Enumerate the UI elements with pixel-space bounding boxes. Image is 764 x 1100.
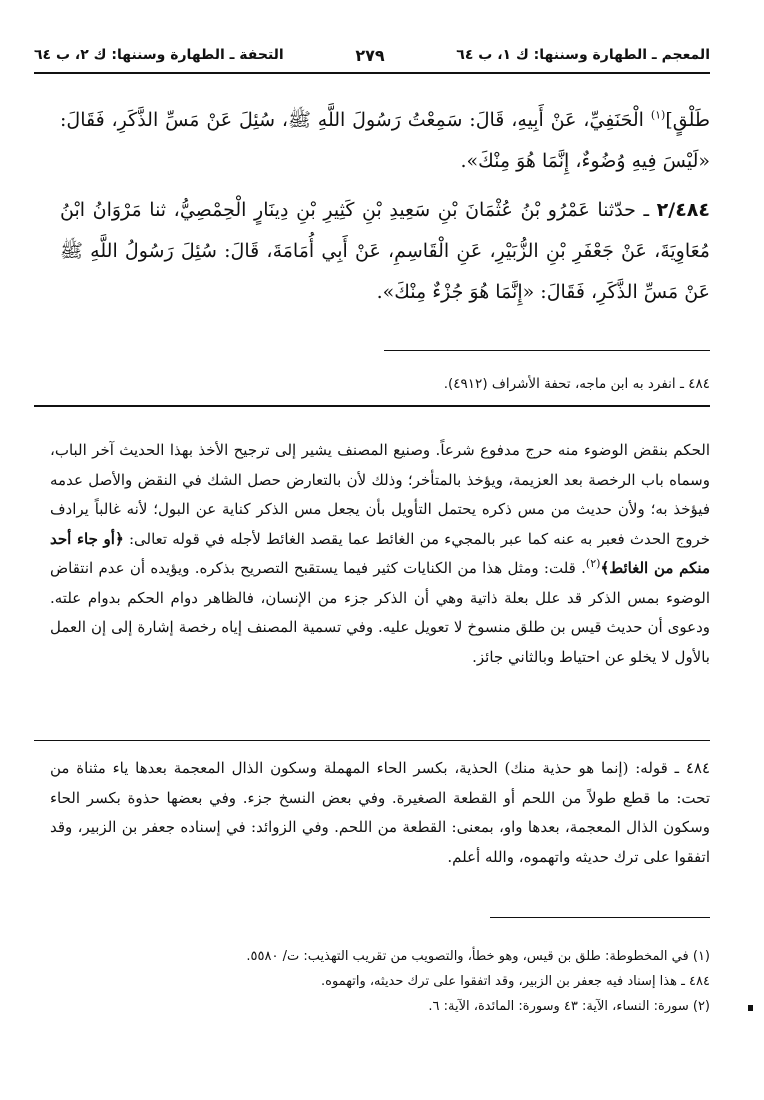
page-number: ٢٧٩ bbox=[355, 45, 385, 65]
footnote-rule bbox=[490, 917, 710, 918]
footnote-ref-1: (١) bbox=[650, 108, 666, 122]
takhrij-rule bbox=[384, 350, 710, 351]
takhrij-note: ٤٨٤ ـ انفرد به ابن ماجه، تحفة الأشراف (٤٩١٢). bbox=[443, 376, 710, 392]
footnote-1: (١) في المخطوطة: طلق بن قيس، وهو خطأ، والتصويب من تقريب التهذيب: ت/ ٥٥٨٠. bbox=[246, 949, 710, 964]
margin-mark bbox=[748, 1005, 753, 1011]
hadith-prev-text-a: طَلْقٍ] bbox=[665, 109, 710, 131]
commentary-paragraph-1 bbox=[50, 436, 710, 672]
commentary-text-a: الحكم بنقض الوضوء منه حرج مدفوع شرعاً. وصنيع المصنف يشير إلى ترجيح الأخذ بهذا الحديث آخر الباب، وسماه باب الرخصة بعد العزيمة، ويؤخذ بالمتأخر؛ وذلك لأن بالتعارض حصل الشك في النقض والأصل عدمه فيؤخذ به؛ ولأن حديث من مس ذكره يحتمل التأويل بأن يجعل مس الذكر كناية عن البول؛ لأنه غالباً يرادف خروج الحدث فعبر به عنه كما عبر بالمجيء من الغائط عما يقصد الغائط لأجله في قوله تعالى: bbox=[50, 441, 711, 548]
hadith-number: ٢/٤٨٤ bbox=[656, 199, 710, 221]
footnote-484: ٤٨٤ ـ هذا إسناد فيه جعفر بن الزبير، وقد اتفقوا على ترك حديثه، واتهموه. bbox=[321, 974, 710, 989]
quran-verse: ﴿أو جاء أحد منكم من الغائط﴾ bbox=[50, 529, 710, 577]
commentary-divider bbox=[34, 405, 710, 407]
header-right-title: المعجم ـ الطهارة وسننها: ك ١، ب ٦٤ bbox=[456, 47, 710, 63]
footnotes bbox=[50, 944, 710, 1019]
hadith-continuation bbox=[60, 100, 710, 182]
commentary-text-b: . قلت: ومثل هذا من الكنايات كثير فيما يستقبح التصريح بذكره. ويؤيده أن عدم انتقاض الوضوء بمس الذكر قد علل بعلة ذاتية وهي أن الذكر جزء من الإنسان، فالظاهر دوام الحكم بدوام علته. ودعوى أن حديث قيس بن طلق منسوخ لا تعويل عليه. وفي تسمية المصنف إياه رخصة إشارة إلى إن العمل بالأول لا يخلو عن احتياط وبالثاني جائز. bbox=[50, 559, 710, 666]
commentary-paragraph-2 bbox=[50, 754, 710, 872]
hadith-484-text: ـ حدّثنا عَمْرُو بْنُ عُثْمَانَ بْنِ سَعِيدِ بْنِ كَثِيرِ بْنِ دِينَارٍ الْحِمْصِيُّ، ثنا مَرْوَانُ ابْنُ مُعَاوِيَةَ، عَنْ جَعْفَرِ بْنِ الزُّبَيْرِ، عَنِ الْقَاسِمِ، عَنْ أَبِي أُمَامَةَ، قَالَ: سُئِلَ رَسُولُ اللَّهِ ﷺ عَنْ مَسِّ الذَّكَرِ، فَقَالَ: «إِنَّمَا هُوَ جُزْءٌ مِنْكَ». bbox=[60, 199, 710, 303]
commentary-484-text: ٤٨٤ ـ قوله: (إنما هو حذية منك) الحذية، بكسر الحاء المهملة وسكون الذال المعجمة بعدها ياء مثناة من تحت: ما قطع طولاً من اللحم أو القطعة الصغيرة. وفي بعض النسخ جزء. وفي بعضها حذوة بكسر الحاء وسكون الذال المعجمة، بعدها واو، بمعنى: القطعة من اللحم. وفي الزوائد: في إسناده جعفر بن الزبير، وقد اتفقوا على ترك حديثه واتهموه، والله أعلم. bbox=[50, 759, 711, 866]
footnote-ref-2: (٢) bbox=[585, 557, 601, 570]
page-header bbox=[34, 40, 710, 70]
commentary-rule bbox=[34, 740, 710, 741]
footnote-2: (٢) سورة: النساء، الآية: ٤٣ وسورة: المائدة، الآية: ٦. bbox=[428, 999, 710, 1014]
header-rule bbox=[34, 72, 710, 74]
hadith-prev-text-b: الْحَنَفِيِّ، عَنْ أَبِيهِ، قَالَ: سَمِعْتُ رَسُولَ اللَّهِ ﷺ، سُئِلَ عَنْ مَسِّ الذَّكَرِ، فَقَالَ: «لَيْسَ فِيهِ وُضُوءٌ، إِنَّمَا هُوَ مِنْكَ». bbox=[60, 109, 710, 172]
header-left-title: التحفة ـ الطهارة وسننها: ك ٢، ب ٦٤ bbox=[34, 47, 284, 63]
hadith-484 bbox=[60, 190, 710, 313]
